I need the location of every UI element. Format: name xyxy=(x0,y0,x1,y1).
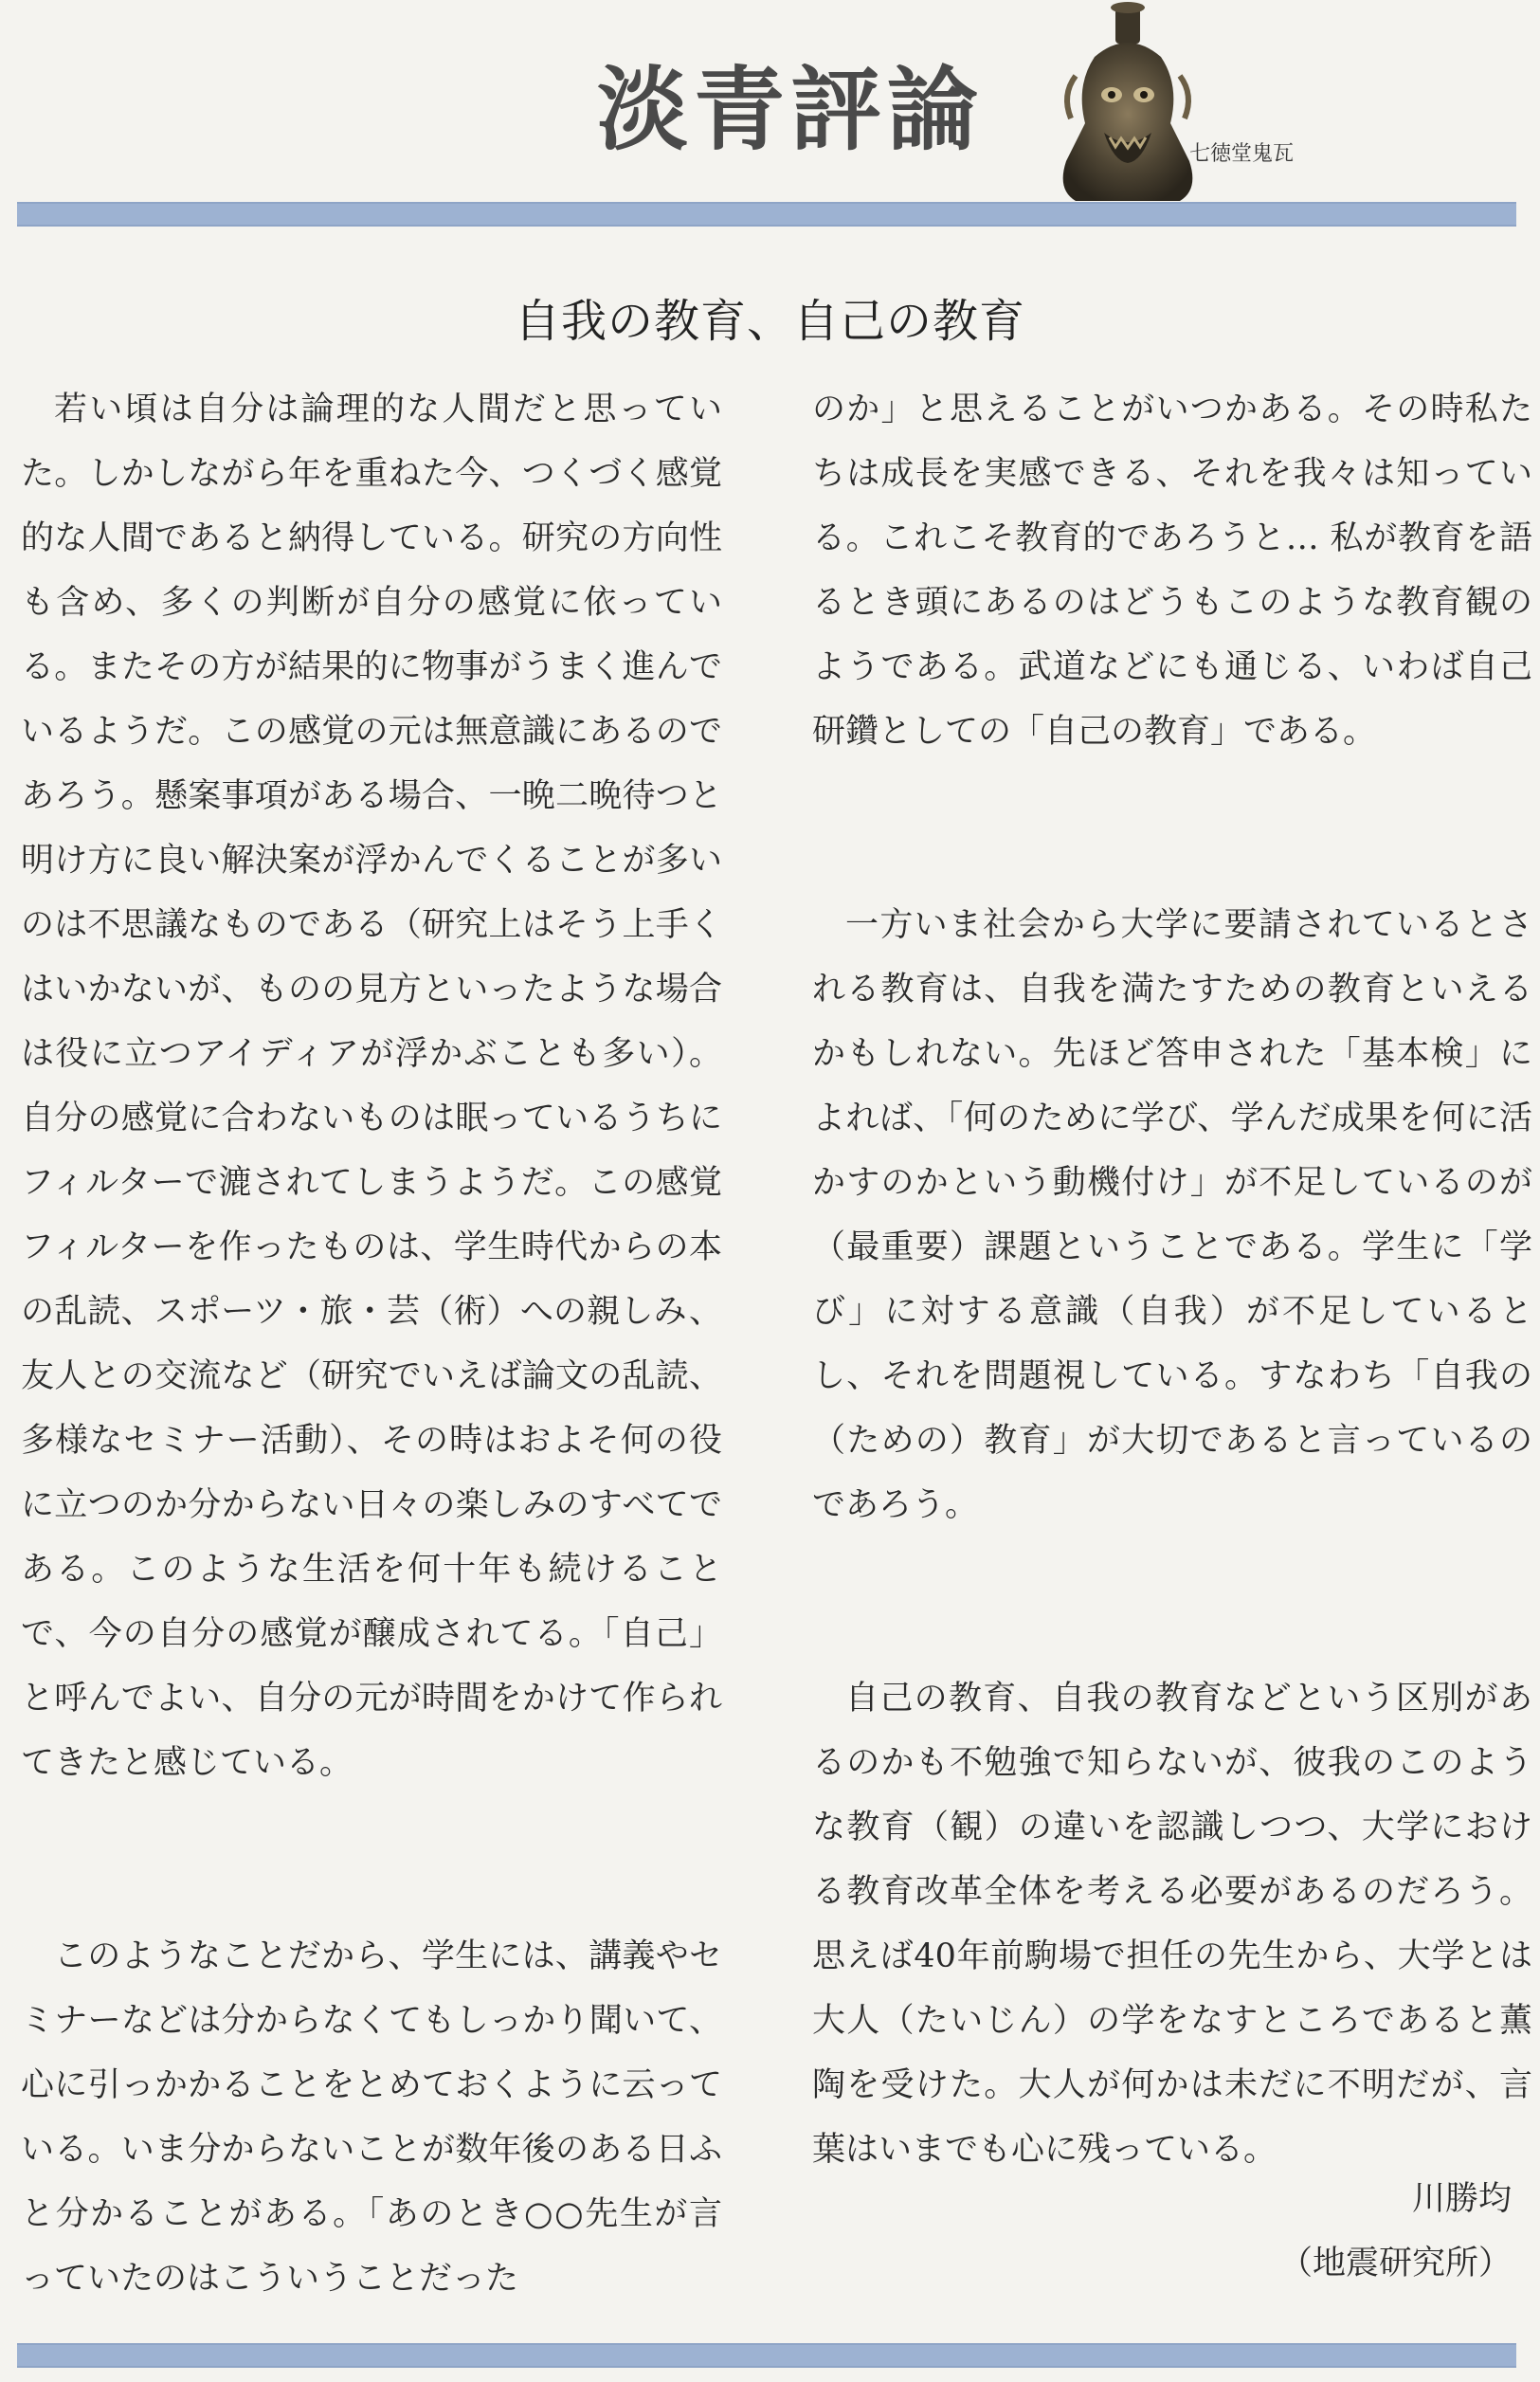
column-title: 淡青評論 xyxy=(597,56,984,163)
right-column xyxy=(812,377,1532,2182)
paragraph: のか」と思えることがいつかある。その時私たちは成長を実感できる、それを我々は知っている。これこそ教育的であろうと… 私が教育を語るとき頭にあるのはどうもこのような教育観のようである。武道などにも通じる、いわば自己研鑽としての「自己の教育」である。 xyxy=(812,391,1532,751)
paragraph: 自己の教育、自我の教育などという区別があるのかも不勉強で知らないが、彼我のこのような教育（観）の違いを認識しつつ、大学における教育改革全体を考える必要があるのだろう。思えば40年前駒場で担任の先生から、大学とは大人（たいじん）の学をなすところであると薫陶を受けた。大人が何かは未だに不明だが、言葉はいまでも心に残っている。 xyxy=(812,1680,1532,2169)
paragraph: このようなことだから、学生には、講義やセミナーなどは分からなくてもしっかり聞いて、心に引っかかることをとめておくように云っている。いま分からないことが数年後のある日ふと分かることがある。「あのとき○○先生が言っていたのはこういうことだった xyxy=(21,1937,722,2298)
byline xyxy=(1279,2167,1512,2296)
article-title: 自我の教育、自己の教育 xyxy=(514,295,1025,348)
paragraph: 一方いま社会から大学に要請されているとされる教育は、自我を満たすための教育といえるかもしれない。先ほど答申された「基本検」によれば、「何のために学び、学んだ成果を何に活かすのかという動機付け」が不足しているのが（最重要）課題ということである。学生に「学び」に対する意識（自我）が不足しているとし、それを問題視している。すなわち「自我の（ための）教育」が大切であると言っているのであろう。 xyxy=(812,906,1532,1524)
left-column xyxy=(21,377,722,2311)
image-caption: 七徳堂鬼瓦 xyxy=(1189,142,1295,166)
paragraph: 若い頃は自分は論理的な人間だと思っていた。しかしながら年を重ねた今、つくづく感覚的な人間であると納得している。研究の方向性も含め、多くの判断が自分の感覚に依っている。またその方が結果的に物事がうまく進んでいるようだ。この感覚の元は無意識にあるのであろう。懸案事項がある場合、一晩二晩待つと明け方に良い解決案が浮かんでくることが多いのは不思議なものである（研究上はそう上手くはいかないが、ものの見方といったような場合は役に立つアイディアが浮かぶことも多い）。自分の感覚に合わないものは眠っているうちにフィルターで漉されてしまうようだ。この感覚フィルターを作ったものは、学生時代からの本の乱読、スポーツ・旅・芸（術）への親しみ、友人との交流など（研究でいえば論文の乱読、多様なセミナー活動）、その時はおよそ何の役に立つのか分からない日々の楽しみのすべてである。このような生活を何十年も続けることで、今の自分の感覚が醸成されてる。「自己」と呼んでよい、自分の元が時間をかけて作られてきたと感じている。 xyxy=(21,391,722,1782)
author-affiliation: （地震研究所） xyxy=(1278,2245,1512,2282)
onigawara-image xyxy=(1038,0,1218,204)
author-name: 川勝均 xyxy=(1411,2180,1512,2218)
top-rule xyxy=(17,202,1516,227)
bottom-rule xyxy=(17,2343,1516,2368)
